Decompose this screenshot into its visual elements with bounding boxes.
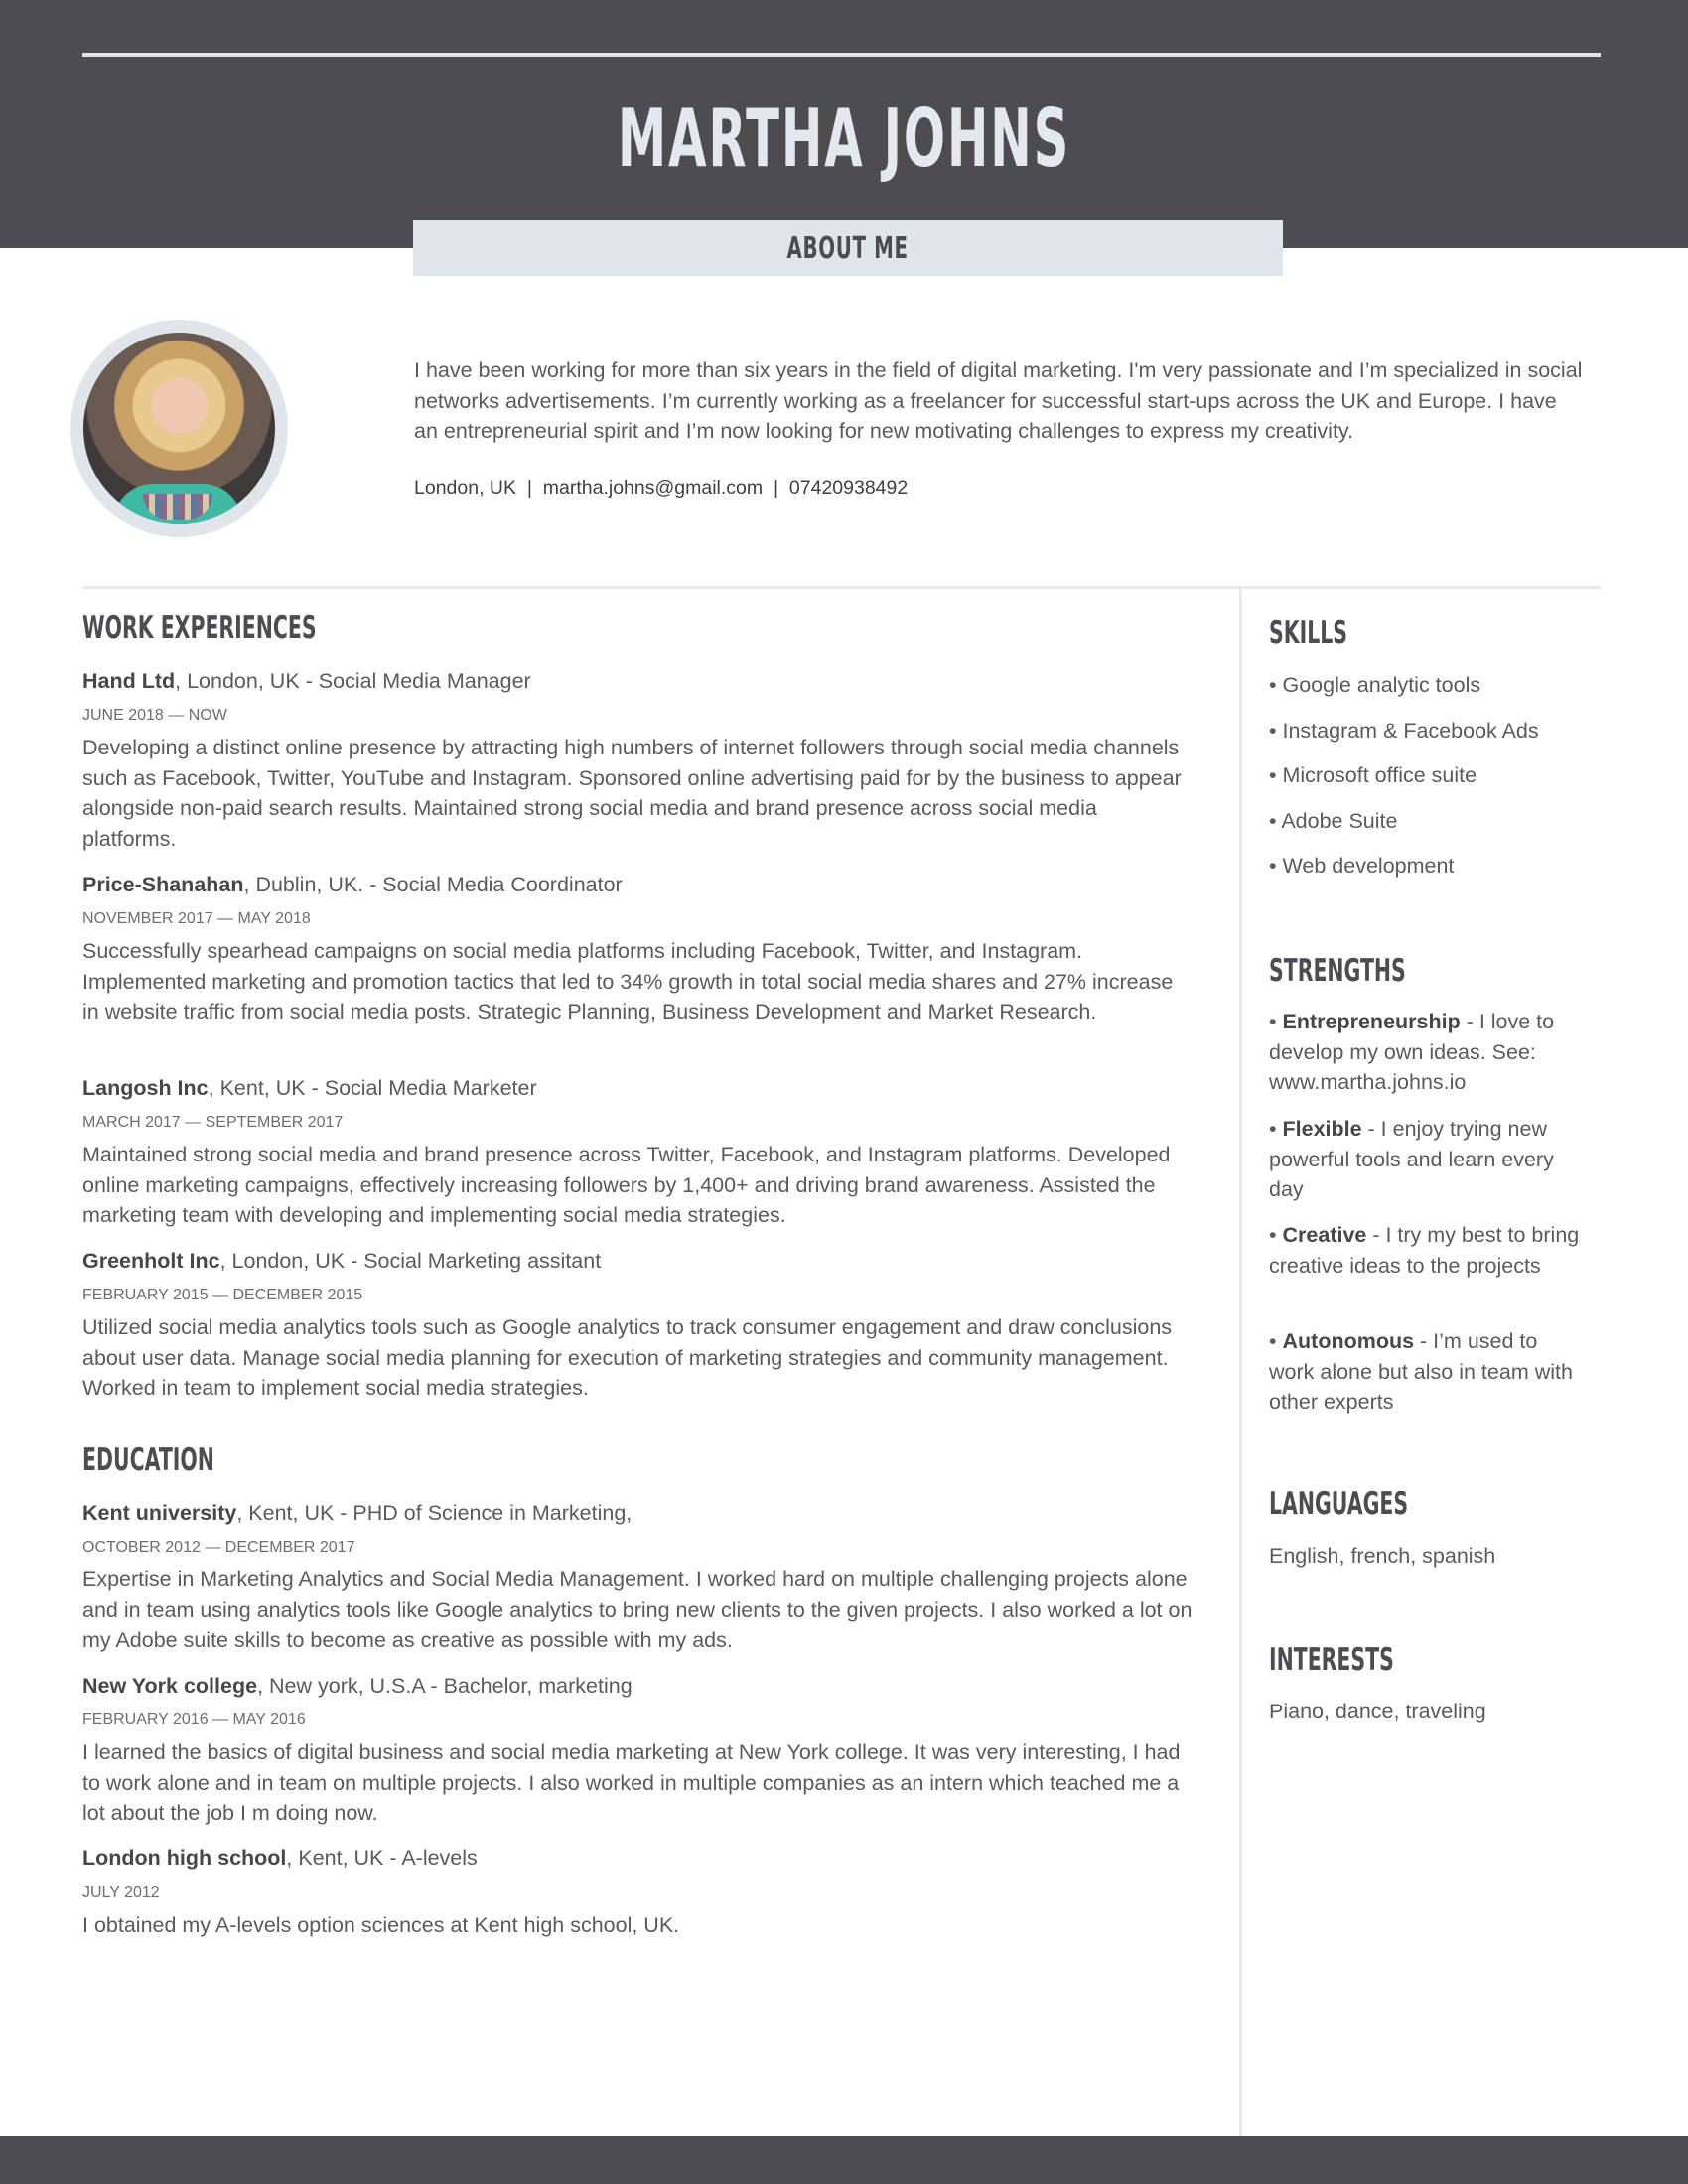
contact-line	[414, 476, 908, 501]
strength-title: Autonomous	[1282, 1329, 1415, 1353]
strength-item	[1269, 1220, 1587, 1281]
bullet: •	[1269, 1117, 1283, 1141]
languages-heading: LANGUAGES	[1269, 1486, 1409, 1522]
education-location: , New york, U.S.A	[257, 1674, 425, 1698]
strength-title: Entrepreneurship	[1282, 1010, 1461, 1033]
education-dates: FEBRUARY 2016 — MAY 2016	[82, 1711, 306, 1728]
work-dates: JUNE 2018 — NOW	[82, 707, 227, 724]
work-company: Greenholt Inc	[82, 1249, 220, 1273]
about-me-label: ABOUT ME	[786, 230, 910, 266]
strength-title: Creative	[1282, 1223, 1367, 1247]
work-entry-title	[82, 1247, 601, 1275]
skill-item: • Web development	[1269, 854, 1455, 878]
footer-band	[0, 2136, 1688, 2184]
education-description: Expertise in Marketing Analytics and Social Media Management. I worked hard on multiple challenging projects alone and in team using analytics tools like Google analytics to bring new clients to the given projects. I also worked a lot on my Adobe suite skills to become as creative as possible with my ads.	[82, 1568, 1193, 1653]
strength-item	[1269, 1007, 1587, 1098]
education-description: I learned the basics of digital business and social media marketing at New York college. It was very interesting, I had to work alone and in team on multiple projects. I also worked in multiple companies as an intern which teached me a lot about the job I m doing now.	[82, 1740, 1181, 1826]
work-company: Langosh Inc	[82, 1076, 209, 1100]
education-heading: EDUCATION	[82, 1442, 214, 1478]
strength-item	[1269, 1326, 1587, 1418]
contact-location: London, UK	[414, 478, 516, 499]
work-description: Maintained strong social media and brand presence across Twitter, Facebook, and Instagram platforms. Developed online marketing campaigns, effectively increasing followers by 1,400+ and driving brand awareness. Assisted the marketing team with developing and implementing social media strategies.	[82, 1143, 1171, 1228]
work-role: - Social Marketing assitant	[345, 1249, 602, 1273]
skill-item: • Adobe Suite	[1269, 809, 1398, 833]
name-title: MARTHA JOHNS	[617, 92, 1071, 185]
education-dates: JULY 2012	[82, 1884, 160, 1901]
strength-text: - I enjoy trying new powerful tools and learn every day	[1269, 1117, 1554, 1201]
strength-text: - I try my best to bring creative ideas to the projects	[1269, 1223, 1580, 1278]
contact-separator: |	[773, 478, 779, 499]
education-degree: - PHD of Science in Marketing,	[334, 1501, 633, 1525]
skills-heading: SKILLS	[1269, 615, 1348, 651]
education-location: , Kent, UK	[236, 1501, 335, 1525]
profile-photo	[83, 333, 275, 524]
education-school: New York college	[82, 1674, 258, 1698]
work-location: , London, UK	[219, 1249, 346, 1273]
interests-heading: INTERESTS	[1269, 1642, 1394, 1678]
education-entry-title	[82, 1499, 632, 1527]
languages-text: English, french, spanish	[1269, 1544, 1496, 1568]
education-school: London high school	[82, 1846, 287, 1870]
contact-email[interactable]: martha.johns@gmail.com	[542, 478, 764, 499]
contact-phone[interactable]: 07420938492	[788, 478, 909, 499]
work-entry-title	[82, 1074, 537, 1102]
about-me-banner	[413, 220, 1283, 276]
work-dates: MARCH 2017 — SEPTEMBER 2017	[82, 1114, 344, 1131]
education-description: I obtained my A-levels option sciences at Kent high school, UK.	[82, 1913, 680, 1937]
education-degree: - Bachelor, marketing	[424, 1674, 633, 1698]
work-entry-title	[82, 871, 623, 898]
work-role: - Social Media Marketer	[305, 1076, 537, 1100]
education-entry-title	[82, 1672, 633, 1700]
interests-text: Piano, dance, traveling	[1269, 1700, 1486, 1723]
work-dates: NOVEMBER 2017 — MAY 2018	[82, 910, 311, 927]
work-description: Developing a distinct online presence by attracting high numbers of internet followers through social media channels such as Facebook, Twitter, YouTube and Instagram. Sponsored online advertising paid for by the business to appear alongside non-paid search results. Maintained strong social media and brand presence across social media platforms.	[82, 736, 1182, 852]
section-divider	[82, 586, 1601, 589]
work-role: - Social Media Coordinator	[363, 873, 623, 896]
column-divider	[1239, 589, 1242, 2136]
work-description: Utilized social media analytics tools such as Google analytics to track consumer engagement and draw conclusions about user data. Manage social media planning for execution of marketing strategies and community management. Worked in team to implement social media strategies.	[82, 1315, 1173, 1401]
bullet: •	[1269, 1223, 1283, 1247]
work-location: , Kent, UK	[208, 1076, 306, 1100]
strength-text: - I love to develop my own ideas. See: www.martha.johns.io	[1269, 1010, 1555, 1094]
bullet: •	[1269, 1329, 1283, 1353]
work-description: Successfully spearhead campaigns on social media platforms including Facebook, Twitter, and Instagram. Implemented marketing and promotion tactics that led to 34% growth in total social media shares and 27% increase in website traffic from social media posts. Strategic Planning, Business Development and Market Research.	[82, 939, 1174, 1024]
skill-item: • Microsoft office suite	[1269, 763, 1477, 787]
work-role: - Social Media Manager	[299, 669, 531, 693]
education-location: , Kent, UK	[286, 1846, 384, 1870]
work-company: Price-Shanahan	[82, 873, 244, 896]
work-location: , London, UK	[175, 669, 300, 693]
strength-text: - I’m used to work alone but also in team with other experts	[1269, 1329, 1573, 1414]
work-location: , Dublin, UK.	[243, 873, 364, 896]
education-entry-title	[82, 1844, 478, 1872]
strength-title: Flexible	[1282, 1117, 1362, 1141]
strengths-heading: STRENGTHS	[1269, 953, 1406, 989]
bullet: •	[1269, 1010, 1283, 1033]
work-heading: WORK EXPERIENCES	[82, 611, 317, 646]
about-description: I have been working for more than six years in the field of digital marketing. I'm very passionate and I’m specialized in social networks advertisements. I’m currently working as a freelancer for successful start-ups across the UK and Europe. I have an entrepreneurial spirit and I’m now looking for new motivating challenges to express my creativity.	[414, 358, 1583, 443]
avatar	[70, 320, 288, 537]
work-dates: FEBRUARY 2015 — DECEMBER 2015	[82, 1287, 363, 1303]
header-rule	[82, 53, 1601, 57]
name-title-wrap	[0, 92, 1688, 185]
education-degree: - A-levels	[383, 1846, 478, 1870]
strength-item	[1269, 1114, 1587, 1205]
work-company: Hand Ltd	[82, 669, 176, 693]
education-dates: OCTOBER 2012 — DECEMBER 2017	[82, 1539, 355, 1556]
skill-item: • Google analytic tools	[1269, 673, 1481, 697]
contact-separator: |	[526, 478, 532, 499]
education-school: Kent university	[82, 1501, 237, 1525]
work-entry-title	[82, 667, 531, 695]
skill-item: • Instagram & Facebook Ads	[1269, 719, 1539, 743]
